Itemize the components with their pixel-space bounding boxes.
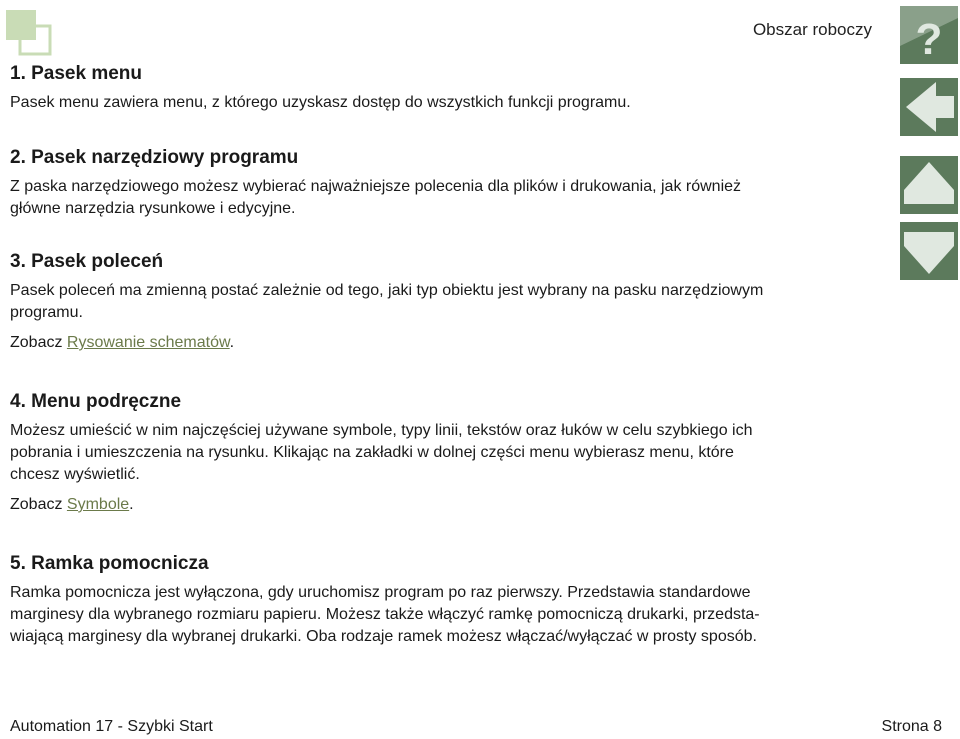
section-text: Pasek menu zawiera menu, z którego uzyskasz dostęp do wszystkich funkcji programu. (10, 94, 631, 111)
section-command-bar (10, 250, 763, 354)
question-mark-icon (900, 6, 958, 64)
see-also (10, 332, 763, 354)
section-text: marginesy dla wybranego rozmiaru papieru. Możesz także włączyć ramkę pomocniczą drukarki, przedsta- (10, 606, 760, 623)
arrow-up-icon (900, 156, 958, 214)
arrow-left-icon (900, 78, 958, 136)
section-heading: 1. Pasek menu (10, 63, 143, 84)
section-text: Ramka pomocnicza jest wyłączona, gdy uruchomisz program po raz pierwszy. Przedstawia standardowe (10, 584, 751, 601)
page-title: Obszar roboczy (752, 20, 872, 39)
section-text: Z paska narzędziowego możesz wybierać najważniejsze polecenia dla plików i drukowania, jak również (10, 178, 742, 195)
section-text: chcesz wyświetlić. (10, 466, 140, 483)
page-number: Strona 8 (881, 718, 942, 735)
down-button[interactable] (900, 222, 958, 280)
section-text: wiającą marginesy dla wybranej drukarki. Oba rodzaje ramek możesz włączać/wyłączać w prosty sposób. (10, 628, 757, 645)
section-helper-frame (10, 552, 760, 648)
section-text: pobrania i umieszczenia na rysunku. Klikając na zakładki w dolnej części menu wybierasz menu, które (10, 444, 734, 461)
arrow-down-icon (900, 222, 958, 280)
link-symbols[interactable]: Symbole (66, 496, 130, 513)
section-heading: 3. Pasek poleceń (10, 251, 164, 272)
section-menu-bar (10, 62, 631, 114)
section-heading: 4. Menu podręczne (10, 391, 182, 412)
see-also (10, 494, 753, 516)
section-text: Możesz umieścić w nim najczęściej używane symbole, typy linii, tekstów oraz łuków w celu szybkiego ich (10, 422, 753, 439)
section-text: Pasek poleceń ma zmienną postać zależnie od tego, jaki typ obiektu jest wybrany na pasku narzędziowym (10, 282, 764, 299)
section-heading: 5. Ramka pomocnicza (10, 553, 209, 574)
see-prefix: Zobacz (10, 496, 67, 513)
footer-document-title: Automation 17 - Szybki Start (10, 718, 213, 735)
help-button[interactable] (900, 6, 958, 64)
section-text: główne narzędzia rysunkowe i edycyjne. (10, 200, 296, 217)
section-toolbar (10, 146, 741, 220)
section-text: programu. (10, 304, 83, 321)
up-button[interactable] (900, 156, 958, 214)
logo-squares-icon (4, 8, 52, 56)
link-drawing-schematics[interactable]: Rysowanie schematów (66, 334, 230, 351)
see-suffix: . (129, 496, 134, 513)
see-prefix: Zobacz (10, 334, 67, 351)
see-suffix: . (229, 334, 235, 351)
svg-text:?: ? (915, 15, 943, 64)
back-button[interactable] (900, 78, 958, 136)
section-context-menu (10, 390, 753, 516)
section-heading: 2. Pasek narzędziowy programu (10, 147, 299, 168)
